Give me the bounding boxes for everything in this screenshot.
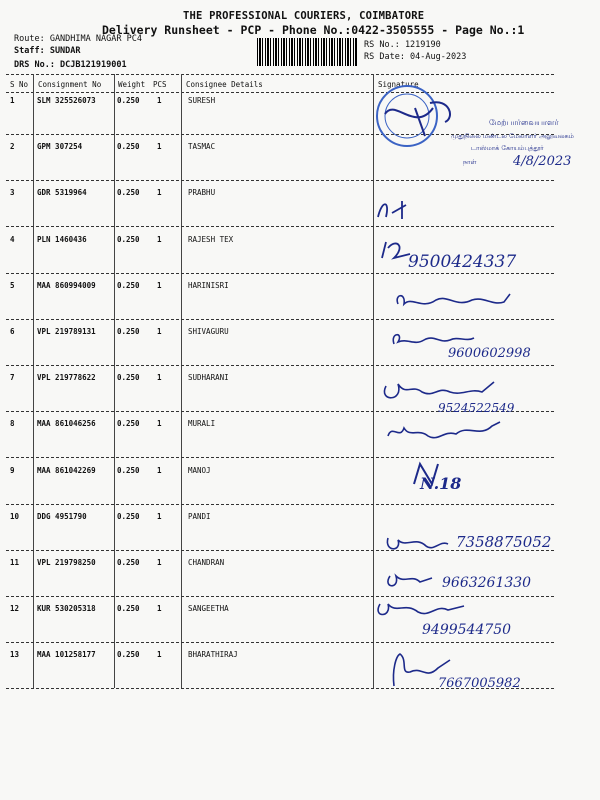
row-serial-number: 7 xyxy=(10,373,15,382)
row-pcs: 1 xyxy=(157,604,162,613)
row-consignment-number: VPL 219798250 xyxy=(37,558,96,567)
handwritten-phone: 7667005982 xyxy=(438,676,521,691)
col-header-weight: Weight xyxy=(118,80,146,89)
table-row-rule xyxy=(6,504,554,505)
company-title: THE PROFESSIONAL COURIERS, COIMBATORE xyxy=(183,10,425,22)
col-header-consignment: Consignment No xyxy=(38,80,102,89)
row-pcs: 1 xyxy=(157,188,162,197)
staff-label: Staff: SUNDAR xyxy=(14,46,81,56)
handwritten-signature xyxy=(372,195,432,225)
row-serial-number: 3 xyxy=(10,188,15,197)
col-header-pcs: PCS xyxy=(153,80,167,89)
row-consignee: MANOJ xyxy=(188,466,211,475)
row-serial-number: 11 xyxy=(10,558,20,567)
row-consignment-number: KUR 530205318 xyxy=(37,604,96,613)
row-consignment-number: VPL 219778622 xyxy=(37,373,96,382)
row-weight: 0.250 xyxy=(117,188,140,197)
table-row-rule xyxy=(6,226,554,227)
tasmac-stamp xyxy=(451,118,597,190)
row-serial-number: 1 xyxy=(10,96,15,105)
handwritten-signature xyxy=(392,290,522,316)
row-serial-number: 2 xyxy=(10,142,15,151)
row-pcs: 1 xyxy=(157,558,162,567)
handwritten-date: 4/8/2023 xyxy=(513,154,572,169)
stamp-line: டாஸ்மாக் கோயம்புத்தூர் xyxy=(471,144,544,152)
row-weight: 0.250 xyxy=(117,235,140,244)
row-serial-number: 8 xyxy=(10,419,15,428)
row-pcs: 1 xyxy=(157,512,162,521)
row-consignee: SANGEETHA xyxy=(188,604,229,613)
row-serial-number: 9 xyxy=(10,466,15,475)
handwritten-signature xyxy=(382,530,452,554)
row-pcs: 1 xyxy=(157,235,162,244)
handwritten-phone: 9600602998 xyxy=(448,346,531,361)
row-consignment-number: DDG 4951790 xyxy=(37,512,87,521)
row-weight: 0.250 xyxy=(117,142,140,151)
route-label: Route: GANDHIMA NAGAR PC4 xyxy=(14,34,142,44)
row-consignee: TASMAC xyxy=(188,142,216,151)
row-pcs: 1 xyxy=(157,466,162,475)
row-weight: 0.250 xyxy=(117,327,140,336)
table-top-rule xyxy=(6,74,554,75)
col-header-signature: Signature xyxy=(378,80,419,89)
row-consignment-number: PLN 1460436 xyxy=(37,235,87,244)
row-pcs: 1 xyxy=(157,419,162,428)
table-row-rule xyxy=(6,642,554,643)
row-consignment-number: MAA 861046256 xyxy=(37,419,96,428)
row-consignee: MURALI xyxy=(188,419,216,428)
table-row-rule xyxy=(6,273,554,274)
row-consignment-number: MAA 860994009 xyxy=(37,281,96,290)
row-pcs: 1 xyxy=(157,650,162,659)
handwritten-signature xyxy=(372,594,472,622)
row-consignment-number: GPM 307254 xyxy=(37,142,83,151)
row-serial-number: 6 xyxy=(10,327,15,336)
stamp-line: நாள் xyxy=(463,158,477,166)
handwritten-mark: N.18 xyxy=(420,474,462,493)
runsheet-title: Delivery Runsheet - PCP - Phone No.:0422-3505555 - Page No.:1 xyxy=(102,23,525,37)
row-weight: 0.250 xyxy=(117,604,140,613)
row-weight: 0.250 xyxy=(117,558,140,567)
row-consignee: BHARATHIRAJ xyxy=(188,650,238,659)
row-serial-number: 10 xyxy=(10,512,20,521)
row-weight: 0.250 xyxy=(117,419,140,428)
row-consignee: HARINISRI xyxy=(188,281,229,290)
handwritten-signature xyxy=(382,566,438,590)
handwritten-phone: 7358875052 xyxy=(456,533,552,551)
row-weight: 0.250 xyxy=(117,650,140,659)
table-row-rule xyxy=(6,457,554,458)
row-consignee: RAJESH TEX xyxy=(188,235,234,244)
row-pcs: 1 xyxy=(157,281,162,290)
row-serial-number: 4 xyxy=(10,235,15,244)
handwritten-phone: 9524522549 xyxy=(438,401,515,415)
row-consignee: SURESH xyxy=(188,96,216,105)
row-consignment-number: SLM 325526073 xyxy=(37,96,96,105)
rs-number: RS No.: 1219190 xyxy=(364,40,441,50)
row-consignment-number: MAA 101258177 xyxy=(37,650,96,659)
row-serial-number: 5 xyxy=(10,281,15,290)
row-consignee: SUDHARANI xyxy=(188,373,229,382)
barcode xyxy=(257,38,357,66)
col-header-sno: S No xyxy=(10,80,29,89)
row-consignee: PRABHU xyxy=(188,188,216,197)
row-weight: 0.250 xyxy=(117,281,140,290)
row-consignee: PANDI xyxy=(188,512,211,521)
row-weight: 0.250 xyxy=(117,373,140,382)
handwritten-signature xyxy=(382,418,512,446)
table-row-rule xyxy=(6,319,554,320)
row-consignment-number: GDR 5319964 xyxy=(37,188,87,197)
row-weight: 0.250 xyxy=(117,466,140,475)
handwritten-phone: 9663261330 xyxy=(442,575,532,591)
stamp-line: மேற்பார்வையாளர் xyxy=(489,118,559,127)
col-header-consignee: Consignee Details xyxy=(186,80,263,89)
row-pcs: 1 xyxy=(157,142,162,151)
rs-date: RS Date: 04-Aug-2023 xyxy=(364,52,467,62)
row-serial-number: 12 xyxy=(10,604,20,613)
row-weight: 0.250 xyxy=(117,96,140,105)
table-row-rule xyxy=(6,365,554,366)
row-consignment-number: MAA 861042269 xyxy=(37,466,96,475)
row-serial-number: 13 xyxy=(10,650,20,659)
row-pcs: 1 xyxy=(157,327,162,336)
stamp-line: முதுநிலை மண்டல மேலாளர் அலுவலகம் xyxy=(451,132,574,140)
row-pcs: 1 xyxy=(157,373,162,382)
row-consignment-number: VPL 219789131 xyxy=(37,327,96,336)
row-consignee: CHANDRAN xyxy=(188,558,225,567)
drs-number: DRS No.: DCJB121919001 xyxy=(14,60,127,70)
handwritten-phone: 9500424337 xyxy=(408,252,517,272)
handwritten-phone: 9499544750 xyxy=(422,622,512,638)
row-pcs: 1 xyxy=(157,96,162,105)
row-weight: 0.250 xyxy=(117,512,140,521)
row-consignee: SHIVAGURU xyxy=(188,327,229,336)
